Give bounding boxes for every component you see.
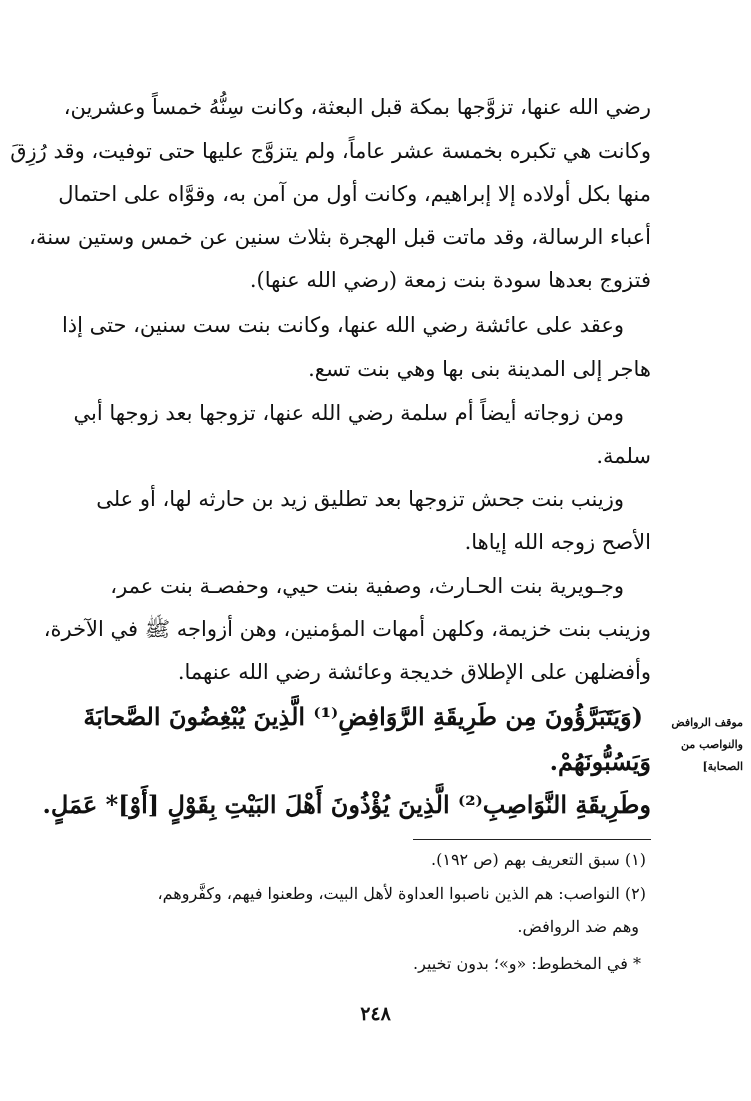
page-number: ٢٤٨ [360,1003,391,1025]
body-line: وزينب بنت خزيمة، وكلهن أمهات المؤمنين، وهن أزواجه ﷺ في الآخرة، [43,617,651,641]
body-line: وأفضلهن على الإطلاق خديجة وعائشة رضي الله عنهما. [177,660,651,684]
matn-line: (وَيَتَبَرَّؤُونَ مِن طَرِيقَةِ الرَّوَافِضِ⁽¹⁾ الَّذِينَ يُبْغِضُونَ الصَّحابَةَ [83,702,643,731]
paragraph-start: ومن زوجاته أيضاً أم سلمة رضي الله عنها، تزوجها بعد زوجها أبي [73,401,624,425]
body-line: الأصح زوجه الله إياها. [464,530,651,554]
footnote: (٢) النواصب: هم الذين ناصبوا العداوة لأهل البيت، وطعنوا فيهم، وكفَّروهم، [157,884,646,903]
margin-note-line: الصحابة] [702,760,743,773]
body-line: أعباء الرسالة، وقد ماتت قبل الهجرة بثلاث سنين عن خمس وستين سنة، [29,225,651,249]
body-line: فتزوج بعدها سودة بنت زمعة (رضي الله عنها). [249,268,651,292]
footnote: * في المخطوط: «و»؛ بدون تخيير. [413,954,641,973]
margin-note-line: والنواصب من [680,738,743,751]
body-line: هاجر إلى المدينة بنى بها وهي بنت تسع. [308,357,651,381]
body-line: رضي الله عنها، تزوَّجها بمكة قبل البعثة، وكانت سِنُّهُ خمساً وعشرين، [63,95,651,119]
paragraph-start: وزينب بنت جحش تزوجها بعد تطليق زيد بن حارثه لها، أو على [96,487,624,511]
footnote-continuation: وهم ضد الروافض. [517,917,639,936]
matn-line: وطَرِيقَةِ النَّوَاصِبِ⁽²⁾ الَّذِينَ يُؤْذُونَ أَهْلَ البَيْتِ بِقَوْلٍ [أَوْ]* عَمَلٍ. [42,790,651,819]
footnote: (١) سبق التعريف بهم (ص ١٩٢). [431,850,646,869]
body-line: وكانت هي تكبره بخمسة عشر عاماً، ولم يتزوَّج عليها حتى توفيت، وقد رُزِقَ [10,139,651,163]
body-line: منها بكل أولاده إلا إبراهيم، وكانت أول من آمن به، وقوَّاه على احتمال [58,182,651,206]
margin-note-line: موقف الروافض [671,716,743,729]
footnote-divider [413,839,651,840]
paragraph-start: وعقد على عائشة رضي الله عنها، وكانت بنت ست سنين، حتى إذا [61,313,624,337]
paragraph-start: وجـويرية بنت الحـارث، وصفية بنت حيي، وحفصـة بنت عمر، [110,574,624,598]
body-line: سلمة. [596,444,651,468]
matn-line: وَيَسُبُّونَهُمْ. [549,747,651,776]
